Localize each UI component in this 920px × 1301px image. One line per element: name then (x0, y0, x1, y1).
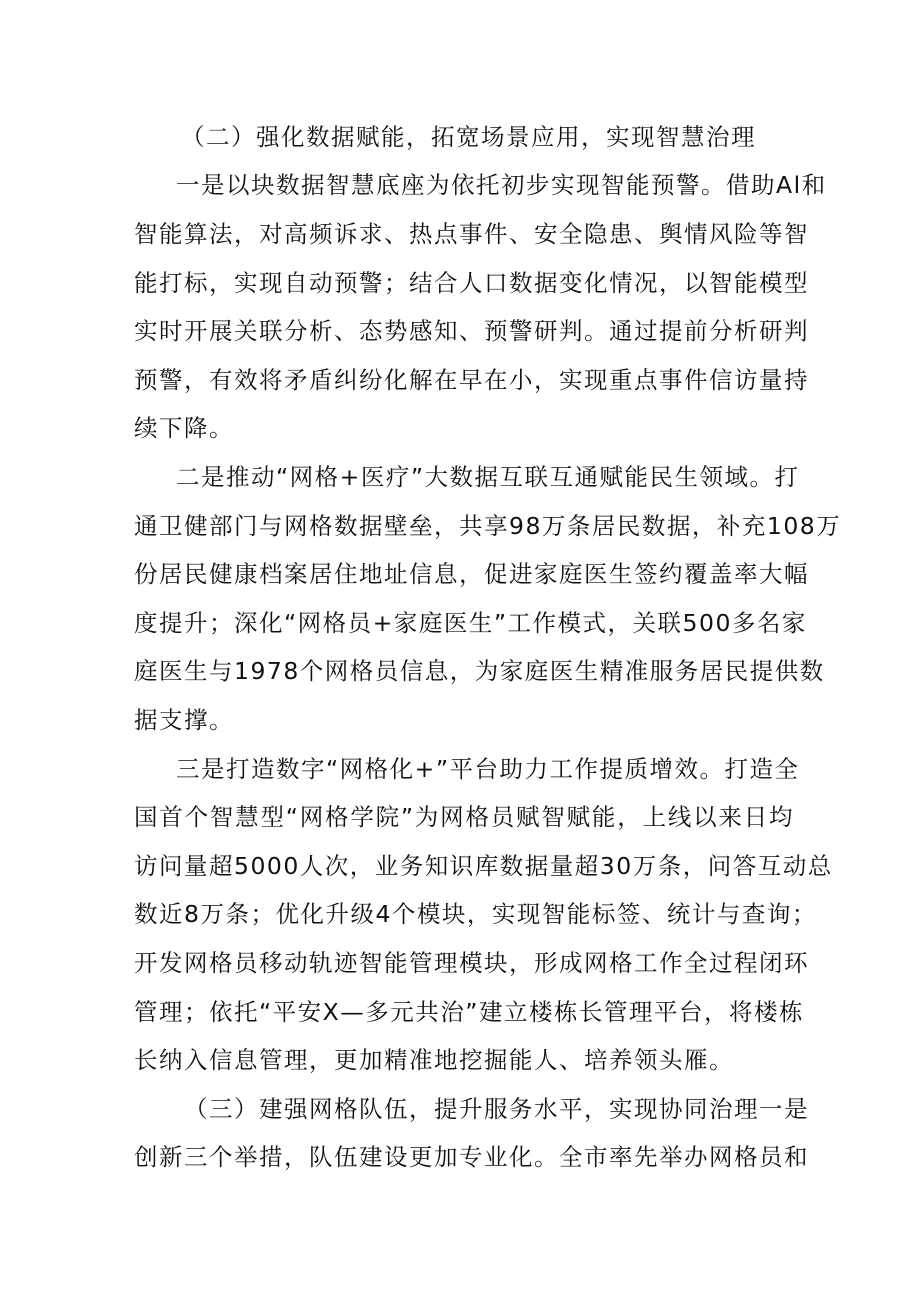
paragraph-3-line-2: 国首个智慧型“网格学院”为网格员赋智赋能，上线以来日均 (134, 803, 794, 831)
paragraph-3-line-3: 访问量超5000人次，业务知识库数据量超30万条，问答互动总 (134, 852, 833, 880)
paragraph-2-line-5: 庭医生与1978个网格员信息，为家庭医生精准服务居民提供数 (134, 657, 825, 685)
paragraph-3-line-6: 管理；依托“平安X—多元共治”建立楼栋长管理平台，将楼栋 (134, 998, 804, 1026)
paragraph-2-line-1: 二是推动“网格+医疗”大数据互联互通赋能民生领域。打 (176, 463, 800, 491)
paragraph-1-line-2: 智能算法，对高频诉求、热点事件、安全隐患、舆情风险等智 (134, 220, 809, 248)
paragraph-3-line-7: 长纳入信息管理，更加精准地挖掘能人、培养领头雁。 (134, 1046, 734, 1074)
paragraph-2-line-3: 份居民健康档案居住地址信息，促进家庭医生签约覆盖率大幅 (134, 560, 809, 588)
section-heading-2: （二）强化数据赋能，拓宽场景应用，实现智慧治理 (181, 123, 756, 151)
paragraph-4-line-1: 创新三个举措，队伍建设更加专业化。全市率先举办网格员和 (134, 1143, 809, 1171)
paragraph-2-line-4: 度提升；深化“网格员+家庭医生”工作模式，关联500多名家 (134, 609, 807, 637)
paragraph-1-line-4: 实时开展关联分析、态势感知、预警研判。通过提前分析研判 (134, 317, 809, 345)
paragraph-3-line-5: 开发网格员移动轨迹智能管理模块，形成网格工作全过程闭环 (134, 949, 809, 977)
paragraph-1-line-1: 一是以块数据智慧底座为依托初步实现智能预警。借助Al和 (176, 171, 827, 199)
paragraph-3-line-1: 三是打造数字“网格化+”平台助力工作提质增效。打造全 (176, 755, 800, 783)
paragraph-1-line-5: 预警，有效将矛盾纠纷化解在早在小，实现重点事件信访量持 (134, 366, 809, 394)
paragraph-1-line-3: 能打标，实现自动预警；结合人口数据变化情况，以智能模型 (134, 269, 809, 297)
paragraph-2-line-6: 据支撑。 (134, 706, 234, 734)
paragraph-2-line-2: 通卫健部门与网格数据壁垒，共享98万条居民数据，补充108万 (134, 512, 842, 540)
paragraph-1-line-6: 续下降。 (134, 414, 234, 442)
paragraph-3-line-4: 数近8万条；优化升级4个模块，实现智能标签、统计与查询； (134, 900, 817, 928)
section-heading-3: （三）建强网格队伍，提升服务水平，实现协同治理一是 (184, 1095, 809, 1123)
